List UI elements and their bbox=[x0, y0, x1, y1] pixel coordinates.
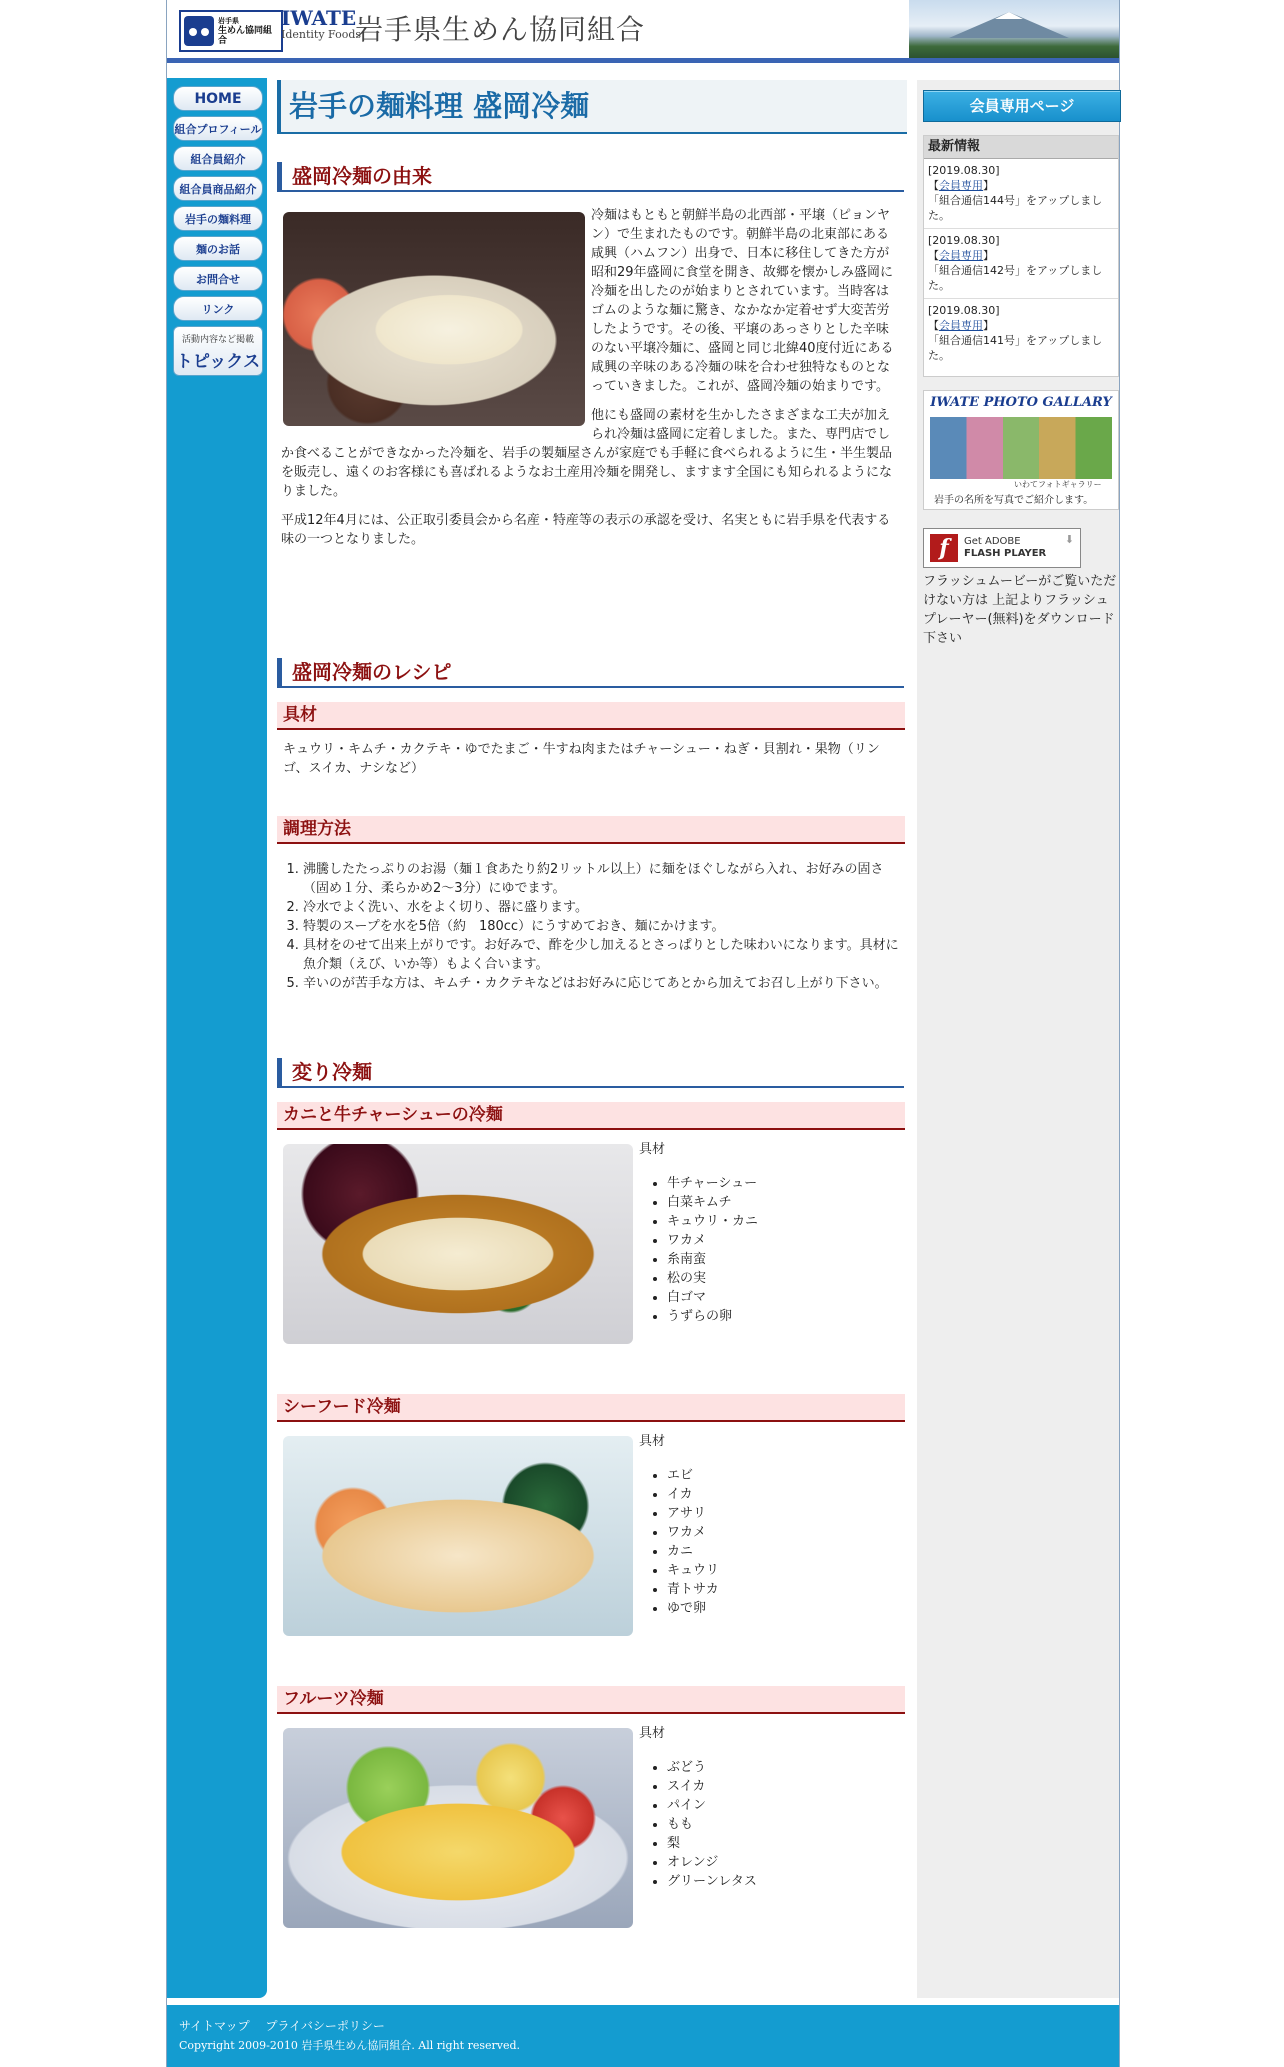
ingredient-item: • 松の実 bbox=[667, 1269, 758, 1288]
ingredient-item: • キュウリ bbox=[667, 1561, 719, 1580]
member-page-button[interactable]: 会員専用ページ bbox=[923, 90, 1121, 122]
footer bbox=[167, 2005, 1119, 2067]
news-tag: 【会員専用】 bbox=[928, 319, 994, 332]
ingredient-item: • イカ bbox=[667, 1485, 719, 1504]
header-divider bbox=[167, 58, 1119, 63]
news-tag-link[interactable]: 会員専用 bbox=[939, 319, 983, 332]
origin-paragraph-2: 他にも盛岡の素材を生かしたさまざまな工夫が加えられ冷麺は盛岡に定着しました。また、専門店でしか食べることができなかった冷麺を、岩手の製麺屋さんが家庭でも手軽に食べられるように生・半生製品を販売し、遠くのお客様にも喜ばれるようなお土産用冷麺を開発し、ますます全国にも知られるようになりました。 bbox=[281, 408, 893, 499]
flash-icon: f bbox=[930, 534, 958, 562]
left-nav bbox=[167, 78, 267, 1998]
gallery-photos bbox=[930, 417, 1112, 479]
nav-members[interactable]: 組合員紹介 bbox=[173, 146, 263, 171]
topics-label: トピックス bbox=[175, 352, 261, 372]
ingredient-item: • キュウリ・カニ bbox=[667, 1212, 758, 1231]
variation-ingredients-label: 具材 bbox=[639, 1434, 666, 1449]
news-text: 「組合通信141号」をアップしました。 bbox=[928, 334, 1103, 362]
page bbox=[166, 0, 1120, 2067]
footer-sitemap-link[interactable]: サイトマップ bbox=[179, 2019, 250, 2033]
method-step: 5. 辛いのが苦手な方は、キムチ・カクテキなどはお好みに応じてあとから加えてお召し上がり下さい。 bbox=[303, 974, 903, 993]
logo-text bbox=[218, 16, 272, 46]
ingredient-item: • ぶどう bbox=[667, 1758, 757, 1777]
site-title: 岩手県生めん協同組合 bbox=[355, 13, 646, 46]
download-arrow-icon: ⬇ bbox=[1064, 533, 1074, 546]
mountain-banner bbox=[909, 0, 1119, 58]
flash-get-text: Get ADOBE bbox=[964, 536, 1021, 547]
ingredient-item: • もも bbox=[667, 1815, 757, 1834]
nav-profile[interactable]: 組合プロフィール bbox=[173, 116, 263, 141]
nav-noodle-dishes[interactable]: 岩手の麺料理 bbox=[173, 206, 263, 231]
recipe-heading: 盛岡冷麺のレシピ bbox=[277, 658, 904, 688]
method-step: 2. 冷水でよく洗い、水をよく切り、器に盛ります。 bbox=[303, 898, 903, 917]
variation-title: カニと牛チャーシューの冷麺 bbox=[277, 1102, 905, 1130]
method-heading: 調理方法 bbox=[277, 816, 905, 844]
ingredient-item: • 白ゴマ bbox=[667, 1288, 758, 1307]
variations-heading: 変り冷麺 bbox=[277, 1058, 904, 1088]
ingredients-heading: 具材 bbox=[277, 702, 905, 730]
news-tag: 【会員専用】 bbox=[928, 179, 994, 192]
copyright: Copyright 2009-2010 岩手県生めん協同組合. All right reserved. bbox=[179, 2039, 521, 2052]
origin-heading: 盛岡冷麺の由来 bbox=[277, 162, 904, 192]
gallery-caption: いわてフォトギャラリー bbox=[1014, 480, 1102, 489]
news-tag: 【会員専用】 bbox=[928, 249, 994, 262]
logo[interactable] bbox=[179, 10, 283, 52]
news-text: 「組合通信142号」をアップしました。 bbox=[928, 264, 1103, 292]
origin-paragraph-1: 冷麺はもともと朝鮮半島の北西部・平壌（ピョンヤン）で生まれたものです。朝鮮半島の北東部にある咸興（ハムフン）出身で、日本に移住してきた方が昭和29年盛岡に食堂を開き、故郷を懐かしみ盛岡に冷麺を出したのが始まりとされています。当時客はゴムのような麺に驚き、なかなか定着せず大変苦労したようです。その後、平壌のあっさりとした辛味のない平壌冷麺に、盛岡と同じ北緯40度付近にある咸興の辛味のある冷麺の味を合わせ独特なものとなっていきました。これが、盛岡冷麺の始まりです。 bbox=[591, 208, 894, 394]
ingredient-item: • ワカメ bbox=[667, 1231, 758, 1250]
flash-player-text: FLASH PLAYER bbox=[964, 548, 1047, 559]
variation-title: フルーツ冷麺 bbox=[277, 1686, 905, 1714]
gallery-title: IWATE PHOTO GALLARY bbox=[930, 395, 1112, 410]
nav-noodle-story[interactable]: 麺のお話 bbox=[173, 236, 263, 261]
variation-photo bbox=[283, 1728, 633, 1928]
news-tag-link[interactable]: 会員専用 bbox=[939, 179, 983, 192]
topics-small-label: 活動内容など掲載 bbox=[181, 335, 254, 345]
news-item bbox=[924, 299, 1118, 368]
logo-mark-icon bbox=[184, 16, 214, 46]
news-item bbox=[924, 159, 1118, 229]
footer-links bbox=[179, 2017, 397, 2034]
ingredient-item: • カニ bbox=[667, 1542, 719, 1561]
right-sidebar bbox=[917, 80, 1119, 1998]
logo-iwate bbox=[281, 8, 361, 41]
news-date: [2019.08.30] bbox=[928, 234, 1000, 247]
main-content bbox=[277, 80, 907, 1889]
variation-ingredients-label: 具材 bbox=[639, 1726, 666, 1741]
photo-gallery-banner[interactable] bbox=[923, 390, 1119, 510]
ingredient-item: • グリーンレタス bbox=[667, 1872, 757, 1891]
photo-spacer bbox=[281, 206, 591, 436]
variation-photo bbox=[283, 1144, 633, 1344]
logo-prefecture: 岩手県 bbox=[218, 17, 239, 25]
ingredient-item: • エビ bbox=[667, 1466, 719, 1485]
ingredient-item: • ゆで卵 bbox=[667, 1599, 719, 1618]
flash-note: フラッシュムービーがご覧いただけない方は 上記よりフラッシュプレーヤー(無料)をダウンロード下さい bbox=[923, 574, 1117, 646]
nav-links[interactable]: リンク bbox=[173, 296, 263, 321]
logo-iwate-sub: Identity Foods bbox=[281, 28, 362, 41]
nav-products[interactable]: 組合員商品紹介 bbox=[173, 176, 263, 201]
ingredient-item: • 糸南蛮 bbox=[667, 1250, 758, 1269]
logo-name: 生めん協同組合 bbox=[218, 26, 273, 46]
ingredient-item: • 青トサカ bbox=[667, 1580, 719, 1599]
news-item bbox=[924, 229, 1118, 299]
origin-paragraph-3: 平成12年4月には、公正取引委員会から名産・特産等の表示の承認を受け、名実ともに岩手県を代表する味の一つとなりました。 bbox=[281, 513, 891, 547]
news-tag-link[interactable]: 会員専用 bbox=[939, 249, 983, 262]
get-flash-player-button[interactable] bbox=[923, 528, 1081, 568]
origin-text bbox=[281, 206, 901, 549]
logo-iwate-text: IWATE bbox=[281, 6, 357, 30]
ingredient-item: • 牛チャーシュー bbox=[667, 1174, 758, 1193]
ingredient-item: • アサリ bbox=[667, 1504, 719, 1523]
variation-ingredients bbox=[639, 1174, 758, 1326]
variation-ingredients bbox=[639, 1466, 719, 1618]
news-date: [2019.08.30] bbox=[928, 304, 1000, 317]
news-heading: 最新情報 bbox=[924, 136, 1118, 159]
ingredient-item: • スイカ bbox=[667, 1777, 757, 1796]
gallery-subtitle: 岩手の名所を写真でご紹介します。 bbox=[934, 495, 1094, 506]
ingredient-item: • ワカメ bbox=[667, 1523, 719, 1542]
header bbox=[167, 0, 1119, 58]
ingredients-text: キュウリ・キムチ・カクテキ・ゆでたまご・牛すね肉またはチャーシュー・ねぎ・貝割れ・果物（リンゴ、スイカ、ナシなど） bbox=[283, 742, 880, 776]
ingredient-item: • 梨 bbox=[667, 1834, 757, 1853]
ingredient-item: • オレンジ bbox=[667, 1853, 757, 1872]
nav-contact[interactable]: お問合せ bbox=[173, 266, 263, 291]
nav-home[interactable]: HOME bbox=[173, 86, 263, 111]
nav-topics[interactable] bbox=[173, 326, 263, 376]
method-step: 3. 特製のスープを水を5倍（約 180cc）にうすめておき、麺にかけます。 bbox=[303, 917, 903, 936]
method-steps bbox=[283, 860, 903, 993]
variation-photo bbox=[283, 1436, 633, 1636]
news-text: 「組合通信144号」をアップしました。 bbox=[928, 194, 1103, 222]
news-date: [2019.08.30] bbox=[928, 164, 1000, 177]
footer-privacy-link[interactable]: プライバシーポリシー bbox=[265, 2019, 385, 2033]
page-title: 岩手の麺料理 盛岡冷麺 bbox=[277, 80, 907, 134]
flash-label bbox=[964, 536, 1046, 560]
news-box bbox=[923, 135, 1119, 377]
ingredient-item: • 白菜キムチ bbox=[667, 1193, 758, 1212]
method-step: 4. 具材をのせて出来上がりです。お好みで、酢を少し加えるとさっぱりとした味わいになります。具材に魚介類（えび、いか等）もよく合います。 bbox=[303, 936, 903, 974]
method-step: 1. 沸騰したたっぷりのお湯（麺１食あたり約2リットル以上）に麺をほぐしながら入れ、お好みの固さ（固め１分、柔らかめ2～3分）にゆでます。 bbox=[303, 860, 903, 898]
ingredient-item: • うずらの卵 bbox=[667, 1307, 758, 1326]
variation-ingredients-label: 具材 bbox=[639, 1142, 666, 1157]
variation-title: シーフード冷麺 bbox=[277, 1394, 905, 1422]
variation-ingredients bbox=[639, 1758, 757, 1891]
ingredient-item: • パイン bbox=[667, 1796, 757, 1815]
